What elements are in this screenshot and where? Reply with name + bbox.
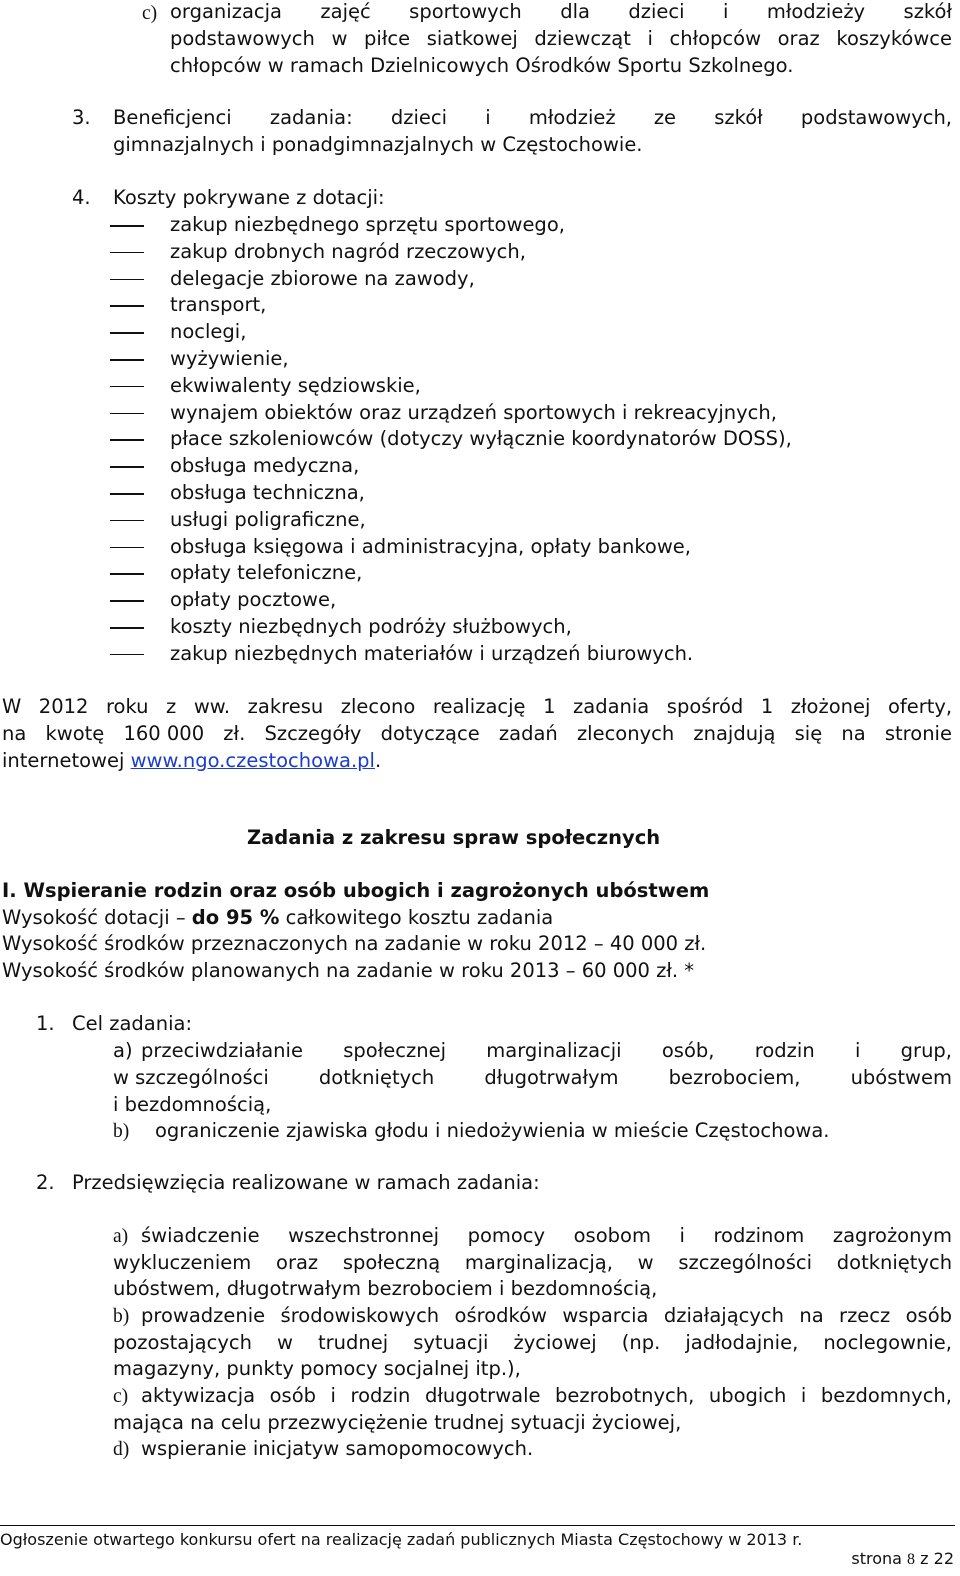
goal-marker-a: a) (113, 1039, 133, 1062)
projects-b-line1 (141, 1304, 952, 1327)
top-item-line3: chłopców w ramach Dzielnicowych Ośrodków Sportu Szkolnego. (170, 54, 794, 77)
funds-2012: Wysokość środków przeznaczonych na zadanie w roku 2012 – 40 000 zł. (2, 932, 707, 955)
word: roku (105, 695, 149, 718)
word: 2012 (38, 695, 89, 718)
summary-line2 (2, 722, 952, 745)
word: w szczególności (113, 1066, 269, 1089)
cost-item (0, 615, 960, 642)
page-total: 22 (933, 1549, 954, 1568)
word: marginalizacji (486, 1039, 622, 1062)
word: podstawowych, (800, 106, 953, 129)
projects-marker-c: c) (113, 1386, 129, 1407)
word: podstawowych (170, 27, 315, 50)
word: pomocy (467, 1224, 546, 1247)
projects-c-line1 (141, 1384, 952, 1407)
dash-bullet (110, 573, 144, 575)
summary-line3-prefix: internetowej (2, 749, 131, 772)
word: noclegownie, (823, 1331, 952, 1354)
summary-line1 (2, 695, 952, 718)
cost-item (0, 642, 960, 669)
cost-item (0, 240, 960, 267)
word: W (2, 695, 22, 718)
word: dzieci (390, 106, 448, 129)
list-marker-c: c) (142, 3, 158, 24)
projects-a-line3: ubóstwem, długotrwałym bezrobociem i bezdomnością, (113, 1277, 658, 1300)
word: społecznej (343, 1039, 446, 1062)
dash-bullet (110, 305, 144, 307)
cost-item-text: zakup niezbędnych materiałów i urządzeń biurowych. (170, 641, 694, 665)
cost-item-text: opłaty pocztowe, (170, 588, 337, 612)
word: zagrożonym (832, 1224, 953, 1247)
cost-item-text: usługi poligraficzne, (170, 507, 366, 531)
funds-2013: Wysokość środków planowanych na zadanie w roku 2013 – 60 000 zł. * (2, 959, 695, 982)
word: dotkniętych (318, 1066, 435, 1089)
section4-heading: Koszty pokrywane z dotacji: (113, 186, 385, 209)
dash-bullet (110, 547, 144, 549)
word: zadań (498, 722, 558, 745)
word: świadczenie (141, 1224, 260, 1247)
word: na (799, 1304, 824, 1327)
word: szkół (903, 0, 952, 23)
section4-number: 4. (72, 186, 91, 209)
cost-item-text: koszty niezbędnych podróży służbowych, (170, 615, 572, 638)
cost-item (0, 588, 960, 615)
word: aktywizacja (141, 1384, 256, 1407)
projects-a-line2 (113, 1251, 952, 1274)
word: wszechstronnej (288, 1224, 440, 1247)
word: młodzież (528, 106, 616, 129)
word: bezrobotnych, (555, 1384, 695, 1407)
word: osobom (573, 1224, 651, 1247)
cost-item-text: ekwiwalenty sędziowskie, (170, 373, 421, 397)
word: sytuacji (413, 1331, 489, 1354)
word: młodzieży (766, 0, 866, 23)
word: zadania (573, 695, 650, 718)
cost-item (0, 213, 960, 240)
word: trudnej (317, 1331, 389, 1354)
projects-marker-d: d) (113, 1439, 130, 1460)
word: grup, (900, 1039, 953, 1062)
word: realizację (432, 695, 526, 718)
cost-item-text: obsługa techniczna, (170, 481, 365, 504)
word: bezdomnych, (820, 1384, 952, 1407)
word: dzieci (628, 0, 685, 23)
word: znajdują (693, 722, 776, 745)
dash-bullet (110, 493, 144, 495)
word: na (841, 722, 866, 745)
cost-item (0, 454, 960, 481)
dotation-suffix: całkowitego kosztu zadania (279, 906, 554, 929)
footer-divider (0, 1525, 955, 1526)
word: i (647, 27, 653, 50)
projects-c-line2: mająca na celu przezwyciężenie trudnej sytuacji życiowej, (113, 1411, 682, 1434)
cost-item-text: zakup drobnych nagród rzeczowych, (170, 239, 526, 263)
dash-bullet (110, 413, 144, 415)
dotation-prefix: Wysokość dotacji – (2, 906, 192, 929)
word: ze (653, 106, 677, 129)
cost-item (0, 347, 960, 374)
word: i (854, 1039, 861, 1062)
cost-item-text: wynajem obiektów oraz urządzeń sportowych i rekreacyjnych, (170, 400, 777, 424)
dash-bullet (110, 225, 144, 227)
word: ośrodków (454, 1304, 547, 1327)
projects-a-line1 (141, 1224, 952, 1247)
cost-item (0, 535, 960, 562)
projects-b-line3: magazyny, punkty pomocy socjalnej itp.), (113, 1357, 521, 1380)
word: rodzin (350, 1384, 411, 1407)
projects-heading: Przedsięwzięcia realizowane w ramach zadania: (72, 1171, 540, 1194)
word: wykluczeniem (113, 1251, 252, 1274)
word: i (800, 1384, 807, 1407)
dash-bullet (110, 654, 144, 656)
cost-item-text: transport, (170, 293, 267, 317)
dash-bullet (110, 279, 144, 281)
cost-item (0, 267, 960, 294)
projects-marker-a: a) (113, 1226, 129, 1247)
task-subtitle: I. Wspieranie rodzin oraz osób ubogich i zagrożonych ubóstwem (2, 879, 710, 902)
dash-bullet (110, 627, 144, 629)
word: marginalizacją, (464, 1251, 613, 1274)
word: dla (560, 0, 590, 23)
word: chłopców (669, 27, 762, 50)
word: szczególności (678, 1251, 813, 1274)
word: w (331, 27, 348, 50)
cost-item-text: płace szkoleniowców (dotyczy wyłącznie koordynatorów DOSS), (170, 427, 792, 451)
word: osób (905, 1304, 953, 1327)
goal-heading: Cel zadania: (72, 1012, 193, 1035)
word: sportowych (409, 0, 522, 23)
word: długotrwałym (484, 1066, 619, 1089)
goal-a-line2 (113, 1066, 952, 1089)
dash-bullet (110, 600, 144, 602)
cost-item-text: delegacje zbiorowe na zawody, (170, 266, 475, 290)
cost-item-text: obsługa medyczna, (170, 454, 360, 478)
word: Beneficjenci (113, 106, 232, 129)
word: zlecono (340, 695, 416, 718)
word: 160 000 (123, 722, 205, 745)
word: prowadzenie (141, 1304, 266, 1327)
word: pozostających (113, 1331, 252, 1354)
word: szkół (714, 106, 763, 129)
section3-line2: gimnazjalnych i ponadgimnazjalnych w Częstochowie. (113, 133, 643, 156)
word: zakresu (247, 695, 324, 718)
word: Szczegóły (264, 722, 362, 745)
goal-marker-b: b) (113, 1121, 130, 1142)
cost-item (0, 401, 960, 428)
dash-bullet (110, 359, 144, 361)
cost-item (0, 320, 960, 347)
goal-number: 1. (36, 1012, 55, 1035)
word: piłce (364, 27, 411, 50)
word: 1 (760, 695, 774, 718)
word: zadania: (269, 106, 353, 129)
dotation-line (2, 906, 553, 929)
projects-number: 2. (36, 1171, 55, 1194)
word: jadłodajnie, (685, 1331, 799, 1354)
word: zł. (223, 722, 246, 745)
footer-text: Ogłoszenie otwartego konkursu ofert na realizację zadań publicznych Miasta Częstochowy w 2013 r. (0, 1530, 803, 1549)
section3-number: 3. (72, 106, 91, 129)
word: i (330, 1384, 336, 1407)
word: dotyczące (380, 722, 480, 745)
word: oferty, (887, 695, 953, 718)
word: w (276, 1331, 293, 1354)
word: koszykówce (836, 27, 953, 50)
cost-item (0, 481, 960, 508)
word: rodzin (754, 1039, 815, 1062)
word: rodzinom (713, 1224, 805, 1247)
cost-item (0, 374, 960, 401)
word: stronie (884, 722, 952, 745)
word: oraz (276, 1251, 319, 1274)
cost-item (0, 561, 960, 588)
word: działających (663, 1304, 785, 1327)
dotation-percent: do 95 % (191, 906, 280, 929)
word: zleconych (576, 722, 675, 745)
projects-d-text: wspieranie inicjatyw samopomocowych. (141, 1437, 534, 1460)
word: i (485, 106, 491, 129)
word: ww. (193, 695, 231, 718)
ngo-website-link[interactable]: www.ngo.czestochowa.pl (130, 749, 375, 772)
dash-bullet (110, 332, 144, 334)
cost-item (0, 293, 960, 320)
word: w (637, 1251, 654, 1274)
word: ubogich (708, 1384, 787, 1407)
dash-bullet (110, 386, 144, 388)
cost-item-text: zakup niezbędnego sprzętu sportowego, (170, 213, 565, 236)
dash-bullet (110, 439, 144, 441)
word: osób, (661, 1039, 715, 1062)
word: środowiskowych (280, 1304, 440, 1327)
goal-a-line1 (141, 1039, 952, 1062)
cost-item-text: opłaty telefoniczne, (170, 561, 363, 585)
word: spośród (666, 695, 744, 718)
projects-marker-b: b) (113, 1306, 130, 1327)
word: kwotę (45, 722, 105, 745)
word: organizacja (170, 0, 282, 23)
word: dziewcząt (534, 27, 631, 50)
word: siatkowej (426, 27, 518, 50)
summary-line3-suffix: . (374, 749, 382, 772)
dash-bullet (110, 466, 144, 468)
word: przeciwdziałanie (141, 1039, 303, 1062)
cost-item-text: obsługa księgowa i administracyjna, opłaty bankowe, (170, 534, 691, 558)
dash-bullet (110, 520, 144, 522)
page-prefix: strona (851, 1549, 902, 1568)
cost-item (0, 508, 960, 535)
page-number (851, 1549, 954, 1569)
goal-a-line3: i bezdomnością, (113, 1093, 272, 1116)
word: 1 (543, 695, 556, 718)
word: życiowej (513, 1331, 597, 1354)
word: i (722, 0, 729, 23)
cost-item-text: wyżywienie, (170, 347, 289, 370)
word: bezrobociem, (668, 1066, 801, 1089)
summary-line3 (2, 749, 381, 772)
top-item-line1 (170, 0, 952, 23)
goal-b-text: ograniczenie zjawiska głodu i niedożywienia w mieście Częstochowa. (155, 1119, 830, 1142)
word: złożonej (790, 695, 871, 718)
word: osób (269, 1384, 317, 1407)
page-of: z (920, 1549, 929, 1568)
word: ubóstwem (850, 1066, 952, 1089)
word: społeczną (342, 1251, 441, 1274)
word: oraz (777, 27, 820, 50)
word: wsparcia (562, 1304, 649, 1327)
section-title: Zadania z zakresu spraw społecznych (247, 826, 661, 849)
word: zajęć (320, 0, 371, 23)
word: (np. (621, 1331, 661, 1354)
word: dotkniętych (836, 1251, 953, 1274)
page-current: 8 (907, 1551, 916, 1568)
dash-bullet (110, 252, 144, 254)
word: rzecz (839, 1304, 891, 1327)
top-item-line2 (170, 27, 952, 50)
word: się (794, 722, 823, 745)
word: i (679, 1224, 685, 1247)
projects-b-line2 (113, 1331, 952, 1354)
word: na (2, 722, 27, 745)
word: długotrwale (424, 1384, 541, 1407)
cost-item (0, 427, 960, 454)
section3-line1 (113, 106, 952, 129)
cost-item-text: noclegi, (170, 320, 247, 344)
word: z (166, 695, 177, 718)
